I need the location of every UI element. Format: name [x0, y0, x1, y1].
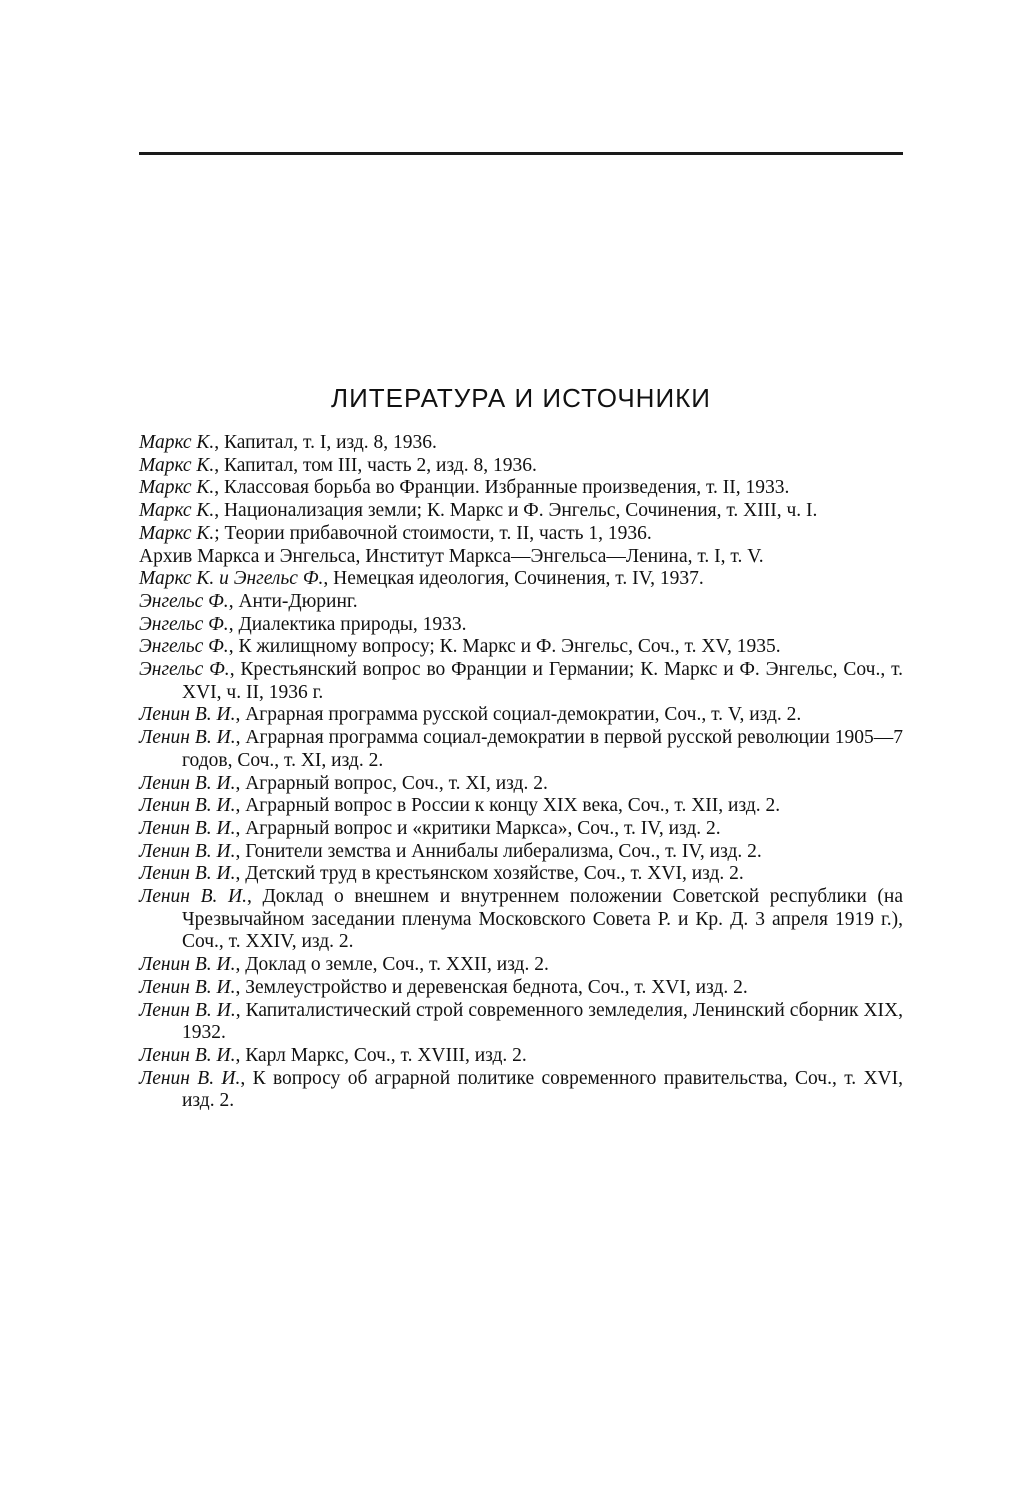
reference-text: , Крестьянский вопрос во Франции и Германии; К. Маркс и Ф. Энгельс, Соч., т. XVI, ч. II, 1936 г.	[182, 659, 904, 703]
reference-text: , Доклад о земле, Соч., т. XXII, изд. 2.	[235, 954, 549, 976]
reference-author: Ленин В. И.	[139, 886, 247, 908]
reference-text: , Землеустройство и деревенская беднота, Соч., т. XVI, изд. 2.	[235, 976, 748, 998]
top-rule	[139, 152, 903, 155]
reference-text: , К жилищному вопросу; К. Маркс и Ф. Энгельс, Соч., т. XV, 1935.	[228, 636, 781, 658]
reference-text: , Карл Маркс, Соч., т. XVIII, изд. 2.	[235, 1044, 527, 1066]
reference-entry	[139, 432, 903, 455]
reference-text: , К вопросу об аграрной политике современного правительства, Соч., т. XVI, изд. 2.	[182, 1067, 903, 1112]
reference-entry	[139, 659, 903, 704]
reference-text: , Доклад о внешнем и внутреннем положении Советской республики (на Чрезвычайном заседании пленума Московского Совета Р. и Кр. Д. 3 апреля 1919 г.), Соч., т. XXIV, изд. 2.	[182, 886, 904, 953]
reference-entry	[139, 773, 903, 796]
reference-author: Энгельс Ф.	[139, 659, 230, 681]
reference-entry	[139, 546, 903, 569]
reference-author: Ленин В. И.	[139, 704, 236, 726]
reference-entry	[139, 863, 903, 886]
reference-text: , Диалектика природы, 1933.	[228, 613, 467, 635]
reference-text: , Гонители земства и Аннибалы либерализма, Соч., т. IV, изд. 2.	[235, 840, 762, 862]
reference-author: Ленин В. И.	[139, 727, 236, 749]
reference-entry	[139, 886, 903, 954]
reference-text: ; Теории прибавочной стоимости, т. II, часть 1, 1936.	[214, 522, 652, 544]
reference-entry	[139, 500, 903, 523]
reference-entry	[139, 954, 903, 977]
reference-author: Ленин В. И.	[139, 976, 236, 998]
reference-author: Энгельс Ф.	[139, 590, 229, 612]
reference-entry	[139, 1045, 903, 1068]
reference-text: , Аграрный вопрос и «критики Маркса», Соч., т. IV, изд. 2.	[235, 817, 721, 839]
reference-entry	[139, 841, 903, 864]
reference-entry	[139, 818, 903, 841]
reference-entry	[139, 1068, 903, 1113]
reference-entry	[139, 523, 903, 546]
reference-entry	[139, 727, 903, 772]
reference-text: , Анти-Дюринг.	[228, 590, 358, 612]
reference-text: , Аграрный вопрос в России к концу XIX века, Соч., т. XII, изд. 2.	[235, 795, 781, 817]
reference-text: Архив Маркса и Энгельса, Институт Маркса—Энгельса—Ленина, т. I, т. V.	[139, 545, 764, 567]
reference-text: , Классовая борьба во Франции. Избранные произведения, т. II, 1933.	[214, 477, 790, 499]
reference-author: Маркс К.	[139, 477, 215, 499]
reference-entry	[139, 455, 903, 478]
reference-author: Ленин В. И.	[139, 1067, 241, 1089]
reference-author: Ленин В. И.	[139, 772, 236, 794]
reference-author: Маркс К.	[139, 432, 215, 453]
reference-author: Ленин В. И.	[139, 1044, 236, 1066]
reference-author: Маркс К.	[139, 500, 215, 522]
reference-text: , Капиталистический строй современного земледелия, Ленинский сборник XIX, 1932.	[182, 999, 903, 1044]
reference-entry	[139, 704, 903, 727]
reference-entry	[139, 636, 903, 659]
reference-author: Ленин В. И.	[139, 795, 236, 817]
reference-list	[139, 432, 903, 1113]
reference-text: , Аграрная программа социал-демократии в первой русской революции 1905—7 годов, Соч., т. XI, изд. 2.	[182, 727, 904, 771]
reference-author: Энгельс Ф.	[139, 636, 229, 658]
reference-text: , Капитал, том III, часть 2, изд. 8, 1936.	[214, 454, 537, 476]
reference-author: Ленин В. И.	[139, 999, 236, 1021]
reference-entry	[139, 977, 903, 1000]
reference-entry	[139, 614, 903, 637]
reference-author: Маркс К.	[139, 522, 215, 544]
reference-text: , Аграрный вопрос, Соч., т. XI, изд. 2.	[235, 772, 548, 794]
reference-entry	[139, 568, 903, 591]
reference-author: Ленин В. И.	[139, 954, 236, 976]
reference-text: , Национализация земли; К. Маркс и Ф. Энгельс, Сочинения, т. XIII, ч. I.	[214, 500, 818, 522]
reference-text: , Аграрная программа русской социал-демократии, Соч., т. V, изд. 2.	[235, 704, 802, 726]
page-title: ЛИТЕРАТУРА И ИСТОЧНИКИ	[331, 383, 711, 413]
reference-author: Энгельс Ф.	[139, 613, 229, 635]
reference-author: Ленин В. И.	[139, 817, 236, 839]
reference-author: Маркс К.	[139, 454, 215, 476]
reference-text: , Капитал, т. I, изд. 8, 1936.	[214, 432, 437, 453]
reference-author: Ленин В. И.	[139, 840, 236, 862]
reference-text: , Детский труд в крестьянском хозяйстве, Соч., т. XVI, изд. 2.	[235, 863, 744, 885]
reference-entry	[139, 1000, 903, 1045]
reference-author: Маркс К. и Энгельс Ф.	[139, 568, 324, 590]
reference-entry	[139, 795, 903, 818]
reference-entry	[139, 591, 903, 614]
reference-author: Ленин В. И.	[139, 863, 236, 885]
reference-text: , Немецкая идеология, Сочинения, т. IV, 1937.	[323, 568, 704, 590]
reference-entry	[139, 477, 903, 500]
